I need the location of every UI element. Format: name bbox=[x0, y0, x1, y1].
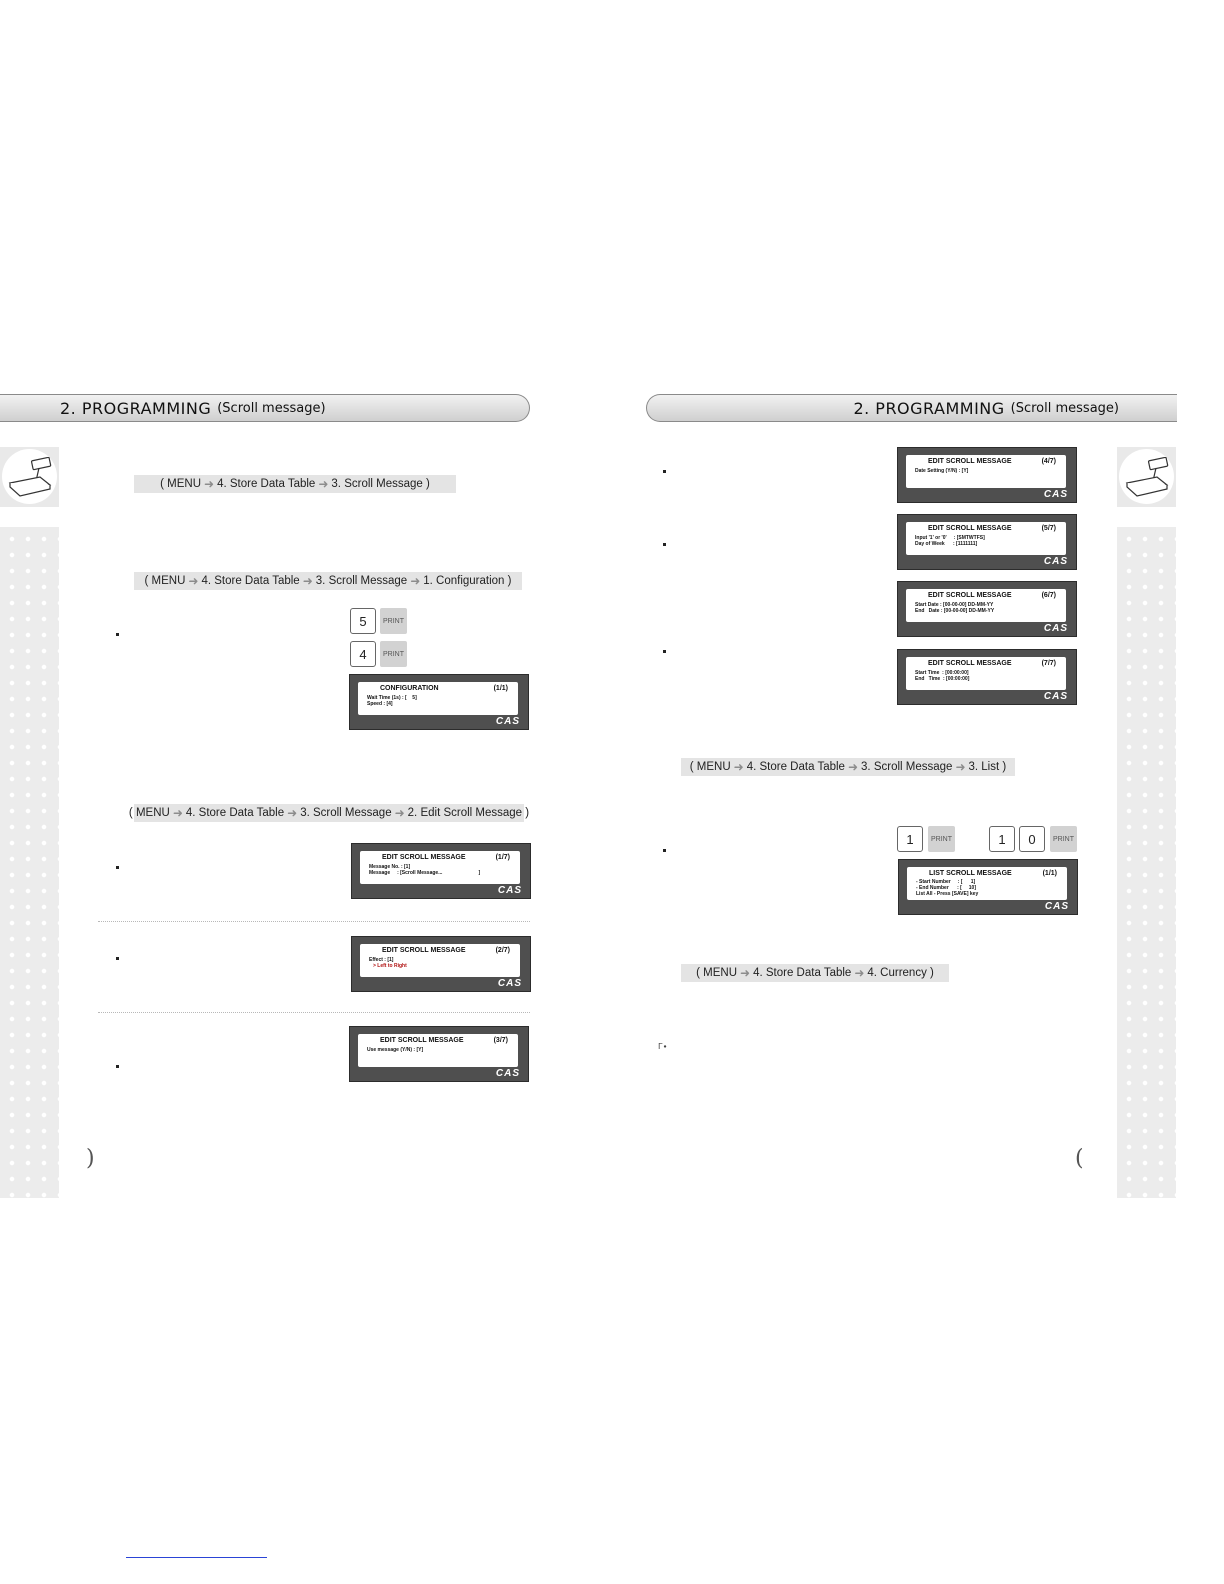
numeric-key[interactable]: 1 bbox=[989, 826, 1015, 852]
numeric-key[interactable]: 5 bbox=[350, 608, 376, 634]
bullet-mark bbox=[663, 543, 666, 546]
scale-icon bbox=[1123, 457, 1171, 497]
numeric-key[interactable]: 1 bbox=[897, 826, 923, 852]
lcd-title: EDIT SCROLL MESSAGE bbox=[928, 525, 1012, 532]
lcd-display-edit-5 bbox=[897, 514, 1077, 570]
lcd-display-edit-2 bbox=[351, 936, 531, 992]
cas-logo: CAS bbox=[1043, 489, 1068, 500]
stray-mark: Γ∙ bbox=[658, 1042, 668, 1051]
lcd-line: Start Time : [00:00:00] bbox=[915, 670, 969, 676]
lcd-page: (6/7) bbox=[1041, 592, 1056, 599]
cas-logo: CAS bbox=[497, 885, 522, 896]
lcd-page: (1/1) bbox=[1042, 870, 1057, 877]
cas-logo: CAS bbox=[497, 978, 522, 989]
lcd-title: EDIT SCROLL MESSAGE bbox=[928, 592, 1012, 599]
arrow-right-icon: ➜ bbox=[204, 477, 215, 491]
lcd-line: Day of Week : [1111111] bbox=[915, 541, 978, 547]
lcd-page: (4/7) bbox=[1041, 458, 1056, 465]
lcd-line-highlight: > Left to Right bbox=[373, 963, 407, 969]
divider bbox=[98, 1012, 530, 1013]
lcd-line: Date Setting (Y/N) : [Y] bbox=[915, 468, 969, 474]
divider bbox=[98, 921, 530, 922]
print-key[interactable]: PRINT bbox=[380, 608, 407, 634]
cas-logo: CAS bbox=[1043, 556, 1068, 567]
cas-logo: CAS bbox=[1044, 901, 1069, 912]
print-key[interactable]: PRINT bbox=[380, 641, 407, 667]
lcd-display-edit-7 bbox=[897, 649, 1077, 705]
arrow-right-icon: ➜ bbox=[955, 760, 966, 774]
bullet-mark bbox=[116, 866, 119, 869]
arrow-right-icon: ➜ bbox=[188, 574, 199, 588]
page-header-right bbox=[646, 394, 1177, 422]
cas-logo: CAS bbox=[1043, 691, 1068, 702]
lcd-line: - End Number : [ 10] bbox=[916, 885, 977, 891]
numeric-key[interactable]: 4 bbox=[350, 641, 376, 667]
lcd-line: Use message (Y/N) : [Y] bbox=[367, 1047, 424, 1053]
print-key[interactable]: PRINT bbox=[1050, 826, 1077, 852]
lcd-display-edit-3 bbox=[349, 1026, 529, 1082]
bullet-mark bbox=[663, 470, 666, 473]
menu-path-scroll-message: ( MENU ➜ 4. Store Data Table ➜ 3. Scroll Message ) bbox=[134, 475, 456, 493]
menu-path-currency: ( MENU ➜ 4. Store Data Table ➜ 4. Currency ) bbox=[681, 964, 949, 982]
bullet-mark bbox=[116, 633, 119, 636]
lcd-title: EDIT SCROLL MESSAGE bbox=[382, 854, 466, 861]
arrow-right-icon: ➜ bbox=[172, 806, 183, 820]
lcd-line: Wait Time (1s) : [ 5] bbox=[367, 695, 417, 701]
lcd-line: - Start Number : [ 1] bbox=[916, 879, 976, 885]
scale-icon-box-right bbox=[1117, 447, 1176, 507]
cas-logo: CAS bbox=[1043, 623, 1068, 634]
page-header-left bbox=[0, 394, 530, 422]
arrow-right-icon: ➜ bbox=[854, 966, 865, 980]
lcd-line: Input '1' or '0' : [SMTWTFS] bbox=[915, 535, 985, 541]
lcd-title: EDIT SCROLL MESSAGE bbox=[380, 1037, 464, 1044]
lcd-display-configuration bbox=[349, 674, 529, 730]
side-pattern-left bbox=[0, 527, 59, 1198]
lcd-line: List All - Press [SAVE] key bbox=[916, 891, 979, 897]
menu-path-edit-scroll-message: ( MENU ➜ 4. Store Data Table ➜ 3. Scroll Message ➜ 2. Edit Scroll Message ) bbox=[128, 806, 530, 820]
page-marker-right: ( bbox=[1075, 1146, 1084, 1171]
arrow-right-icon: ➜ bbox=[733, 760, 744, 774]
header-title: 2. PROGRAMMING bbox=[853, 398, 1005, 418]
arrow-right-icon: ➜ bbox=[847, 760, 859, 774]
arrow-right-icon: ➜ bbox=[302, 574, 313, 588]
lcd-page: (7/7) bbox=[1041, 660, 1056, 667]
menu-path-configuration: ( MENU ➜ 4. Store Data Table ➜ 3. Scroll Message ➜ 1. Configuration ) bbox=[134, 572, 522, 590]
numeric-key[interactable]: 0 bbox=[1019, 826, 1045, 852]
lcd-title: EDIT SCROLL MESSAGE bbox=[382, 947, 466, 954]
lcd-title: EDIT SCROLL MESSAGE bbox=[928, 660, 1012, 667]
lcd-title: CONFIGURATION bbox=[380, 685, 439, 692]
lcd-display-list bbox=[898, 859, 1078, 915]
page-marker-left: ) bbox=[86, 1146, 95, 1171]
lcd-line: Message No. : [1] bbox=[369, 864, 411, 870]
arrow-right-icon: ➜ bbox=[394, 806, 405, 820]
lcd-display-edit-4 bbox=[897, 447, 1077, 503]
lcd-line: End Date : [00-00-00] DD-MM-YY bbox=[915, 608, 995, 614]
lcd-line: Start Date : [00-00-00] DD-MM-YY bbox=[915, 602, 994, 608]
bullet-mark bbox=[116, 957, 119, 960]
arrow-right-icon: ➜ bbox=[740, 966, 751, 980]
arrow-right-icon: ➜ bbox=[287, 806, 298, 820]
underline-link[interactable] bbox=[126, 1557, 267, 1558]
header-subtitle: (Scroll message) bbox=[217, 400, 326, 416]
lcd-title: EDIT SCROLL MESSAGE bbox=[928, 458, 1012, 465]
header-subtitle: (Scroll message) bbox=[1010, 400, 1119, 416]
arrow-right-icon: ➜ bbox=[318, 477, 329, 491]
header-title: 2. PROGRAMMING bbox=[60, 398, 212, 418]
lcd-page: (1/1) bbox=[493, 685, 508, 692]
scale-icon bbox=[6, 457, 54, 497]
lcd-page: (3/7) bbox=[493, 1037, 508, 1044]
lcd-display-edit-1 bbox=[351, 843, 531, 899]
menu-path-list: ( MENU ➜ 4. Store Data Table ➜ 3. Scroll Message ➜ 3. List ) bbox=[681, 758, 1015, 776]
lcd-line: Speed : [4] bbox=[367, 701, 393, 707]
cas-logo: CAS bbox=[495, 716, 520, 727]
lcd-display-edit-6 bbox=[897, 581, 1077, 637]
lcd-page: (1/7) bbox=[495, 854, 510, 861]
bullet-mark bbox=[663, 849, 666, 852]
print-key[interactable]: PRINT bbox=[928, 826, 955, 852]
side-pattern-right bbox=[1117, 527, 1176, 1198]
lcd-line: End Time : [00:00:00] bbox=[915, 676, 970, 682]
scale-icon-box-left bbox=[0, 447, 59, 507]
bullet-mark bbox=[663, 650, 666, 653]
cas-logo: CAS bbox=[495, 1068, 520, 1079]
lcd-page: (2/7) bbox=[495, 947, 510, 954]
bullet-mark bbox=[116, 1065, 119, 1068]
lcd-line: Effect : [1] bbox=[369, 957, 394, 963]
lcd-page: (5/7) bbox=[1041, 525, 1056, 532]
arrow-right-icon: ➜ bbox=[410, 574, 421, 588]
lcd-line: Message : [Scroll Message... ] bbox=[369, 870, 481, 876]
lcd-title: LIST SCROLL MESSAGE bbox=[929, 870, 1012, 877]
